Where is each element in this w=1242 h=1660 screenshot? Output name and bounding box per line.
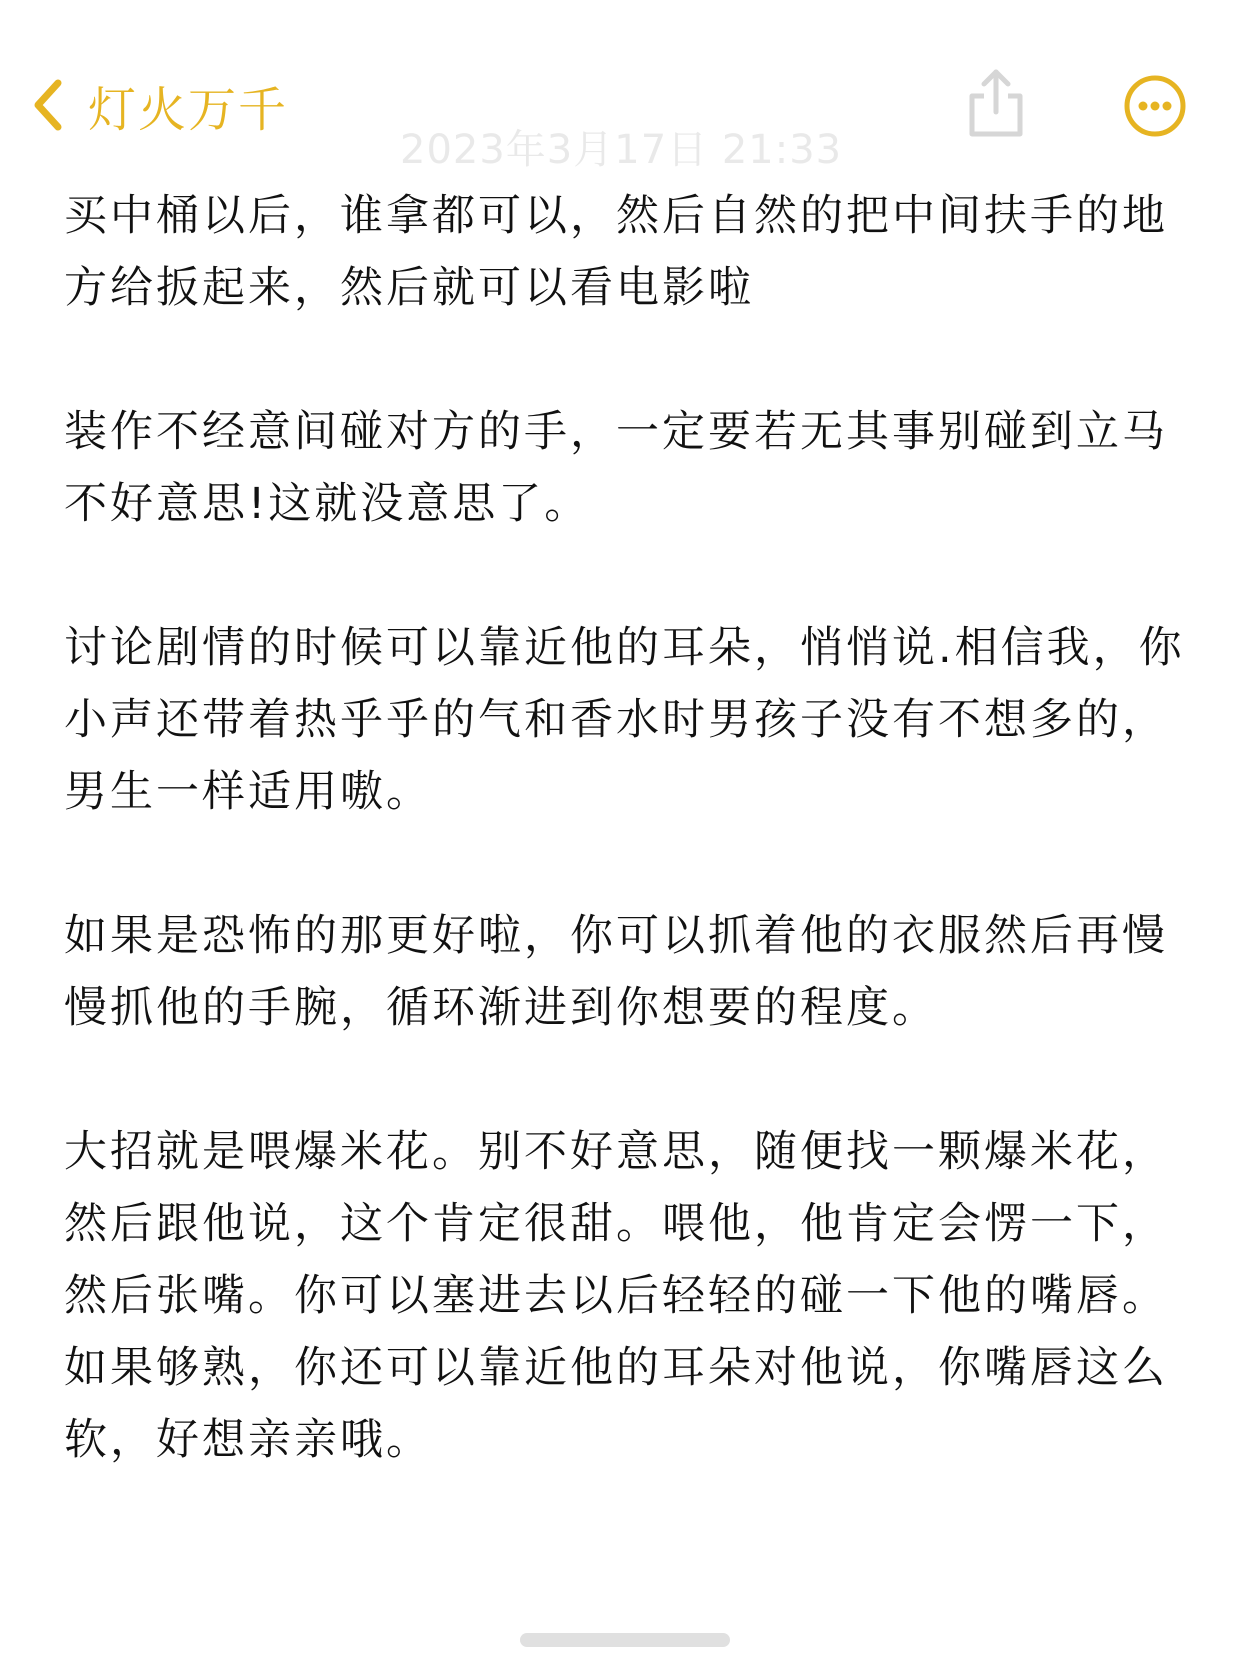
chevron-left-icon — [30, 77, 64, 133]
note-paragraph: 装作不经意间碰对方的手，一定要若无其事别碰到立马 不好意思!这就没意思了。 — [64, 407, 1185, 529]
note-paragraph: 讨论剧情的时候可以靠近他的耳朵，悄悄说.相信我，你小声还带着热乎乎的气和香水时男孩子没有不想多的，男生一样适用嗷。 — [64, 623, 1185, 817]
note-paragraph: 买中桶以后，谁拿都可以，然后自然的把中间扶手的地方给扳起来，然后就可以看电影啦 — [64, 191, 1168, 313]
more-icon — [1123, 74, 1187, 138]
note-paragraph: 如果是恐怖的那更好啦，你可以抓着他的衣服然后再慢慢抓他的手腕，循环渐进到你想要的程度。 — [64, 911, 1168, 1033]
note-timestamp: 2023年3月17日 21:33 — [400, 127, 843, 173]
note-body[interactable] — [64, 180, 1194, 1548]
share-button[interactable] — [962, 62, 1030, 140]
back-label: 灯火万千 — [88, 81, 289, 138]
home-indicator[interactable] — [520, 1633, 730, 1647]
navigation-bar — [0, 0, 1242, 173]
note-paragraph: 大招就是喂爆米花。别不好意思，随便找一颗爆米花，然后跟他说，这个肯定很甜。喂他，他肯定会愣一下，然后张嘴。你可以塞进去以后轻轻的碰一下他的嘴唇。如果够熟，你还可以靠近他的耳朵对他说，你嘴唇这么软，好想亲亲哦。 — [64, 1127, 1168, 1465]
back-button[interactable] — [30, 70, 288, 140]
share-icon — [962, 62, 1030, 140]
more-button[interactable] — [1123, 74, 1187, 138]
